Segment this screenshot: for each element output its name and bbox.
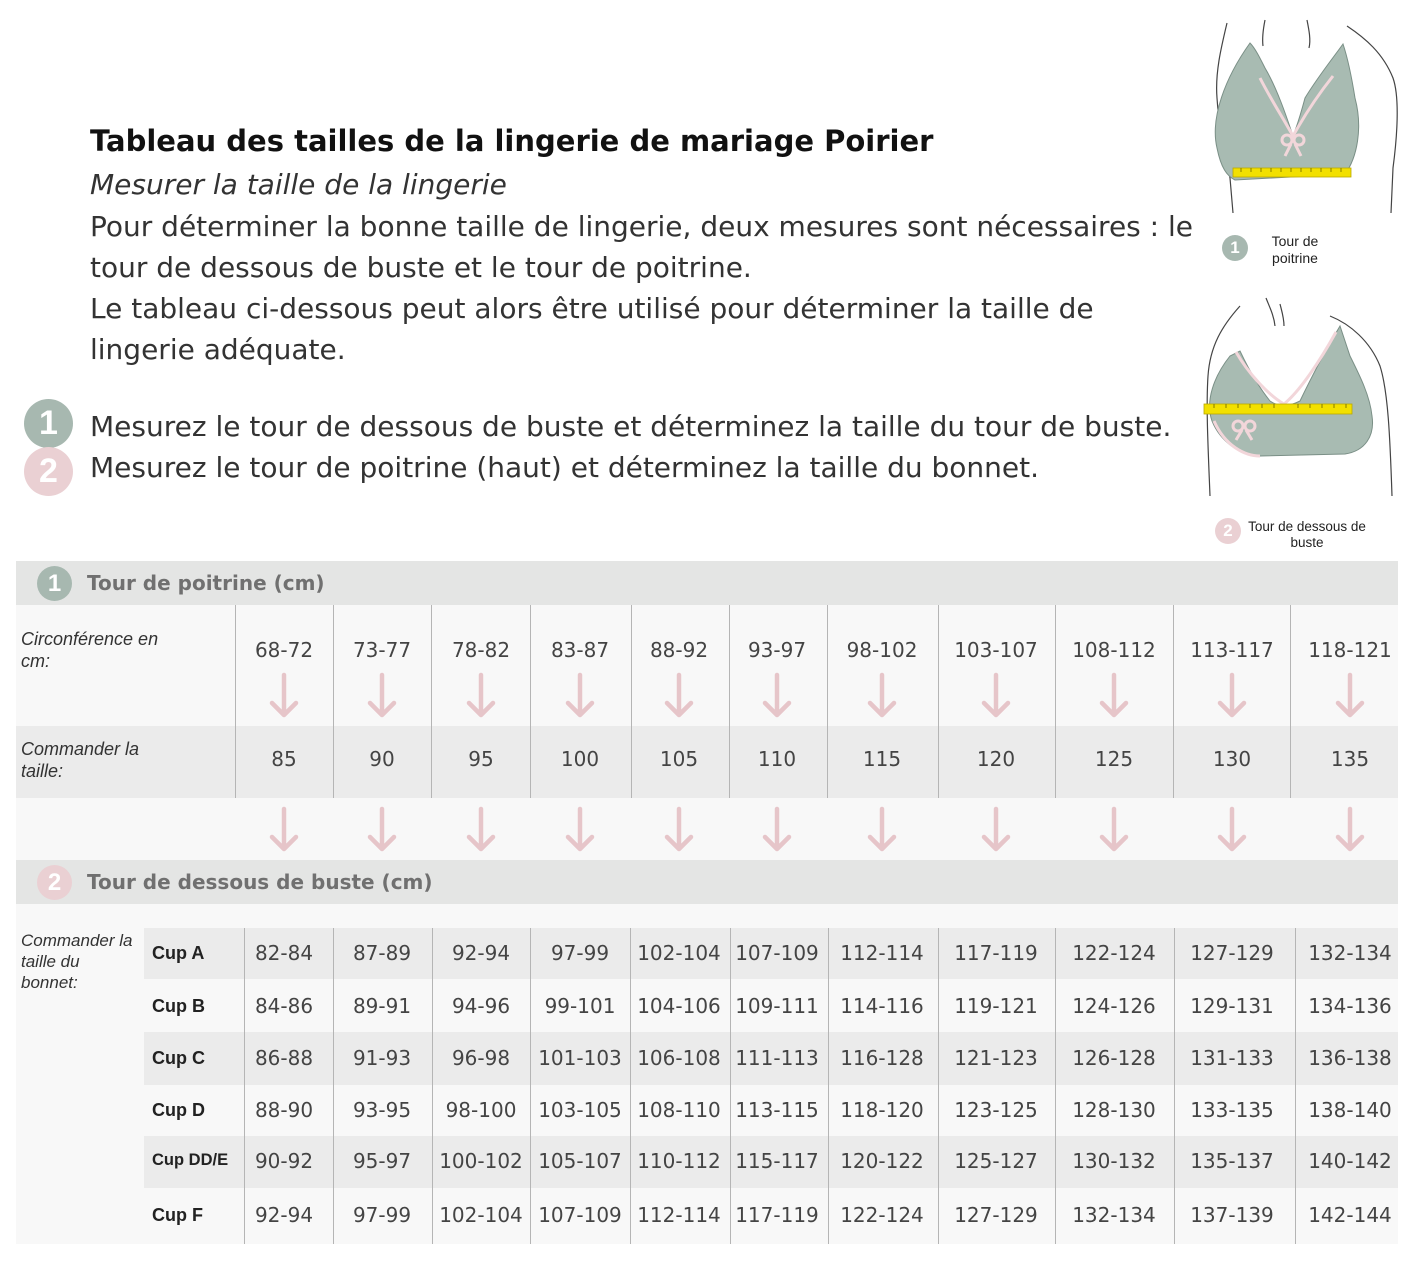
down-arrow-icon xyxy=(867,672,897,720)
circumference-cell: 98-102 xyxy=(846,638,918,662)
down-arrow-icon xyxy=(762,806,792,854)
page-subtitle: Mesurer la taille de la lingerie xyxy=(90,168,507,201)
cup-label: Cup C xyxy=(152,1047,205,1068)
order-size-cell: 130 xyxy=(1212,747,1252,771)
cup-value-cell: 109-111 xyxy=(735,993,819,1018)
page-title: Tableau des tailles de la lingerie de mariage Poirier xyxy=(90,124,934,158)
cup-value-cell: 110-112 xyxy=(637,1149,721,1173)
column-divider xyxy=(1295,928,1296,1244)
intro-paragraph-2: Le tableau ci-dessous peut alors être utilisé pour déterminer la taille de lingerie adéquate. xyxy=(90,292,1094,366)
cup-value-cell: 118-120 xyxy=(840,1097,924,1122)
illustration-1-badge: 1 xyxy=(1222,235,1248,261)
down-arrow-icon xyxy=(1335,806,1365,854)
column-divider xyxy=(432,928,433,1244)
cup-value-cell: 91-93 xyxy=(352,1045,412,1070)
arrow-row xyxy=(16,798,1398,860)
down-arrow-icon xyxy=(1217,672,1247,720)
down-arrow-icon xyxy=(466,672,496,720)
cup-value-cell: 90-92 xyxy=(254,1149,314,1173)
cup-value-cell: 103-105 xyxy=(538,1097,622,1122)
cup-value-cell: 138-140 xyxy=(1308,1097,1392,1122)
down-arrow-icon xyxy=(1099,806,1129,854)
cup-value-cell: 132-134 xyxy=(1308,940,1392,965)
cup-value-cell: 112-114 xyxy=(637,1203,721,1227)
step-2-text: Mesurez le tour de poitrine (haut) et déterminez la taille du bonnet. xyxy=(90,451,1040,484)
cup-value-cell: 82-84 xyxy=(254,940,314,965)
cup-label: Cup F xyxy=(152,1205,203,1225)
cup-label: Cup D xyxy=(152,1099,205,1120)
circumference-cell: 118-121 xyxy=(1308,638,1392,662)
cup-value-cell: 137-139 xyxy=(1190,1203,1274,1227)
section-1-title: Tour de poitrine (cm) xyxy=(87,571,325,595)
down-arrow-icon xyxy=(981,806,1011,854)
cup-value-cell: 107-109 xyxy=(538,1203,622,1227)
cup-value-cell: 98-100 xyxy=(445,1097,517,1122)
cup-value-cell: 117-119 xyxy=(735,1203,819,1227)
down-arrow-icon xyxy=(1335,672,1365,720)
cup-value-cell: 99-101 xyxy=(544,993,616,1018)
order-size-cell: 120 xyxy=(976,747,1016,771)
cup-value-cell: 115-117 xyxy=(735,1149,819,1173)
circumference-cell: 68-72 xyxy=(254,638,314,662)
cup-value-cell: 108-110 xyxy=(637,1097,721,1122)
cup-value-cell: 119-121 xyxy=(954,993,1038,1018)
cup-value-cell: 107-109 xyxy=(735,940,819,965)
down-arrow-icon xyxy=(1099,672,1129,720)
down-arrow-icon xyxy=(269,806,299,854)
down-arrow-icon xyxy=(466,806,496,854)
cup-value-cell: 125-127 xyxy=(954,1149,1038,1173)
circumference-cell: 73-77 xyxy=(352,638,412,662)
cup-value-cell: 104-106 xyxy=(637,993,721,1018)
cup-value-cell: 142-144 xyxy=(1308,1203,1392,1227)
cup-value-cell: 100-102 xyxy=(439,1149,523,1173)
circumference-cell: 113-117 xyxy=(1190,638,1274,662)
cup-value-cell: 132-134 xyxy=(1072,1203,1156,1227)
cup-order-label: Commander la taille du bonnet: xyxy=(21,931,133,992)
cup-value-cell: 97-99 xyxy=(352,1203,412,1227)
order-size-cell: 85 xyxy=(271,747,297,771)
cup-value-cell: 113-115 xyxy=(735,1097,819,1122)
cup-value-cell: 93-95 xyxy=(352,1097,412,1122)
cup-value-cell: 136-138 xyxy=(1308,1045,1392,1070)
down-arrow-icon xyxy=(367,806,397,854)
down-arrow-icon xyxy=(664,672,694,720)
section-1-header xyxy=(16,561,1398,605)
order-size-cell: 115 xyxy=(862,747,902,771)
column-divider xyxy=(530,928,531,1244)
illustration-2-badge: 2 xyxy=(1215,518,1241,544)
circumference-cell: 93-97 xyxy=(747,638,807,662)
cup-value-cell: 112-114 xyxy=(840,940,924,965)
cup-value-cell: 105-107 xyxy=(538,1149,622,1173)
cup-label: Cup DD/E xyxy=(152,1151,229,1169)
step-2-badge: 2 xyxy=(24,447,73,496)
cup-value-cell: 127-129 xyxy=(1190,940,1274,965)
down-arrow-icon xyxy=(664,806,694,854)
cup-value-cell: 114-116 xyxy=(840,993,924,1018)
cup-value-cell: 122-124 xyxy=(840,1203,924,1227)
cup-value-cell: 84-86 xyxy=(254,993,314,1018)
section-2-badge: 2 xyxy=(37,865,72,900)
cup-value-cell: 123-125 xyxy=(954,1097,1038,1122)
down-arrow-icon xyxy=(867,806,897,854)
down-arrow-icon xyxy=(1217,806,1247,854)
section-2-header xyxy=(16,860,1398,904)
cup-value-cell: 140-142 xyxy=(1308,1149,1392,1173)
cup-value-cell: 130-132 xyxy=(1072,1149,1156,1173)
cup-label: Cup B xyxy=(152,995,205,1016)
cup-value-cell: 117-119 xyxy=(954,940,1038,965)
cup-value-cell: 126-128 xyxy=(1072,1045,1156,1070)
column-divider xyxy=(244,928,245,1244)
circumference-label: Circonférence en cm: xyxy=(21,629,159,671)
down-arrow-icon xyxy=(367,672,397,720)
cup-value-cell: 86-88 xyxy=(254,1045,314,1070)
illustration-2-caption: Tour de dessous de buste xyxy=(1248,519,1366,550)
circumference-cell: 83-87 xyxy=(550,638,610,662)
column-divider xyxy=(630,928,631,1244)
circumference-cell: 78-82 xyxy=(451,638,511,662)
cup-value-cell: 124-126 xyxy=(1072,993,1156,1018)
cup-value-cell: 87-89 xyxy=(352,940,412,965)
column-divider xyxy=(828,928,829,1244)
cup-value-cell: 102-104 xyxy=(637,940,721,965)
cup-label: Cup A xyxy=(152,942,205,963)
step-1-badge: 1 xyxy=(24,399,73,448)
cup-value-cell: 92-94 xyxy=(451,940,511,965)
cup-value-cell: 106-108 xyxy=(637,1045,721,1070)
order-size-cell: 95 xyxy=(468,747,494,771)
section-1-badge: 1 xyxy=(37,566,72,601)
order-size-cell: 100 xyxy=(560,747,600,771)
column-divider xyxy=(1055,928,1056,1244)
underbust-measurement-illustration xyxy=(1200,296,1400,501)
cup-value-cell: 131-133 xyxy=(1190,1045,1274,1070)
down-arrow-icon xyxy=(565,806,595,854)
column-divider xyxy=(1174,928,1175,1244)
down-arrow-icon xyxy=(762,672,792,720)
down-arrow-icon xyxy=(269,672,299,720)
circumference-row xyxy=(16,605,1398,726)
cup-value-cell: 111-113 xyxy=(735,1045,819,1070)
step-1-text: Mesurez le tour de dessous de buste et déterminez la taille du tour de buste. xyxy=(90,410,1172,443)
cup-value-cell: 96-98 xyxy=(451,1045,511,1070)
order-size-cell: 110 xyxy=(757,747,797,771)
column-divider xyxy=(938,928,939,1244)
down-arrow-icon xyxy=(981,672,1011,720)
order-size-label: Commander la taille: xyxy=(21,739,140,781)
column-divider xyxy=(333,928,334,1244)
cup-value-cell: 121-123 xyxy=(954,1045,1038,1070)
column-divider xyxy=(730,928,731,1244)
cup-value-cell: 129-131 xyxy=(1190,993,1274,1018)
cup-value-cell: 133-135 xyxy=(1190,1097,1274,1122)
circumference-cell: 88-92 xyxy=(649,638,709,662)
cup-value-cell: 92-94 xyxy=(254,1203,314,1227)
cup-value-cell: 97-99 xyxy=(550,940,610,965)
order-size-cell: 125 xyxy=(1094,747,1134,771)
cup-value-cell: 135-137 xyxy=(1190,1149,1274,1173)
circumference-cell: 103-107 xyxy=(954,638,1038,662)
order-size-cell: 90 xyxy=(369,747,395,771)
bust-measurement-illustration xyxy=(1205,18,1405,218)
intro-paragraph-1: Pour déterminer la bonne taille de lingerie, deux mesures sont nécessaires : le tour de dessous de buste et le tour de poitrine. xyxy=(90,210,1193,284)
order-size-cell: 135 xyxy=(1330,747,1370,771)
cup-value-cell: 128-130 xyxy=(1072,1097,1156,1122)
illustration-1-caption: Tour de poitrine xyxy=(1271,233,1319,266)
cup-value-cell: 102-104 xyxy=(439,1203,523,1227)
down-arrow-icon xyxy=(565,672,595,720)
cup-value-cell: 134-136 xyxy=(1308,993,1392,1018)
cup-value-cell: 95-97 xyxy=(352,1149,412,1173)
cup-value-cell: 101-103 xyxy=(538,1045,622,1070)
section-2-title: Tour de dessous de buste (cm) xyxy=(87,870,433,894)
bra-shape xyxy=(1215,43,1358,180)
cup-value-cell: 88-90 xyxy=(254,1097,314,1122)
cup-value-cell: 120-122 xyxy=(840,1149,924,1173)
bra-shape-2 xyxy=(1210,326,1373,456)
cup-value-cell: 94-96 xyxy=(451,993,511,1018)
column-divider xyxy=(1290,605,1291,798)
cup-value-cell: 89-91 xyxy=(352,993,412,1018)
cup-value-cell: 127-129 xyxy=(954,1203,1038,1227)
circumference-cell: 108-112 xyxy=(1072,638,1156,662)
cup-value-cell: 122-124 xyxy=(1072,940,1156,965)
cup-value-cell: 116-128 xyxy=(840,1045,924,1070)
order-size-cell: 105 xyxy=(659,747,699,771)
